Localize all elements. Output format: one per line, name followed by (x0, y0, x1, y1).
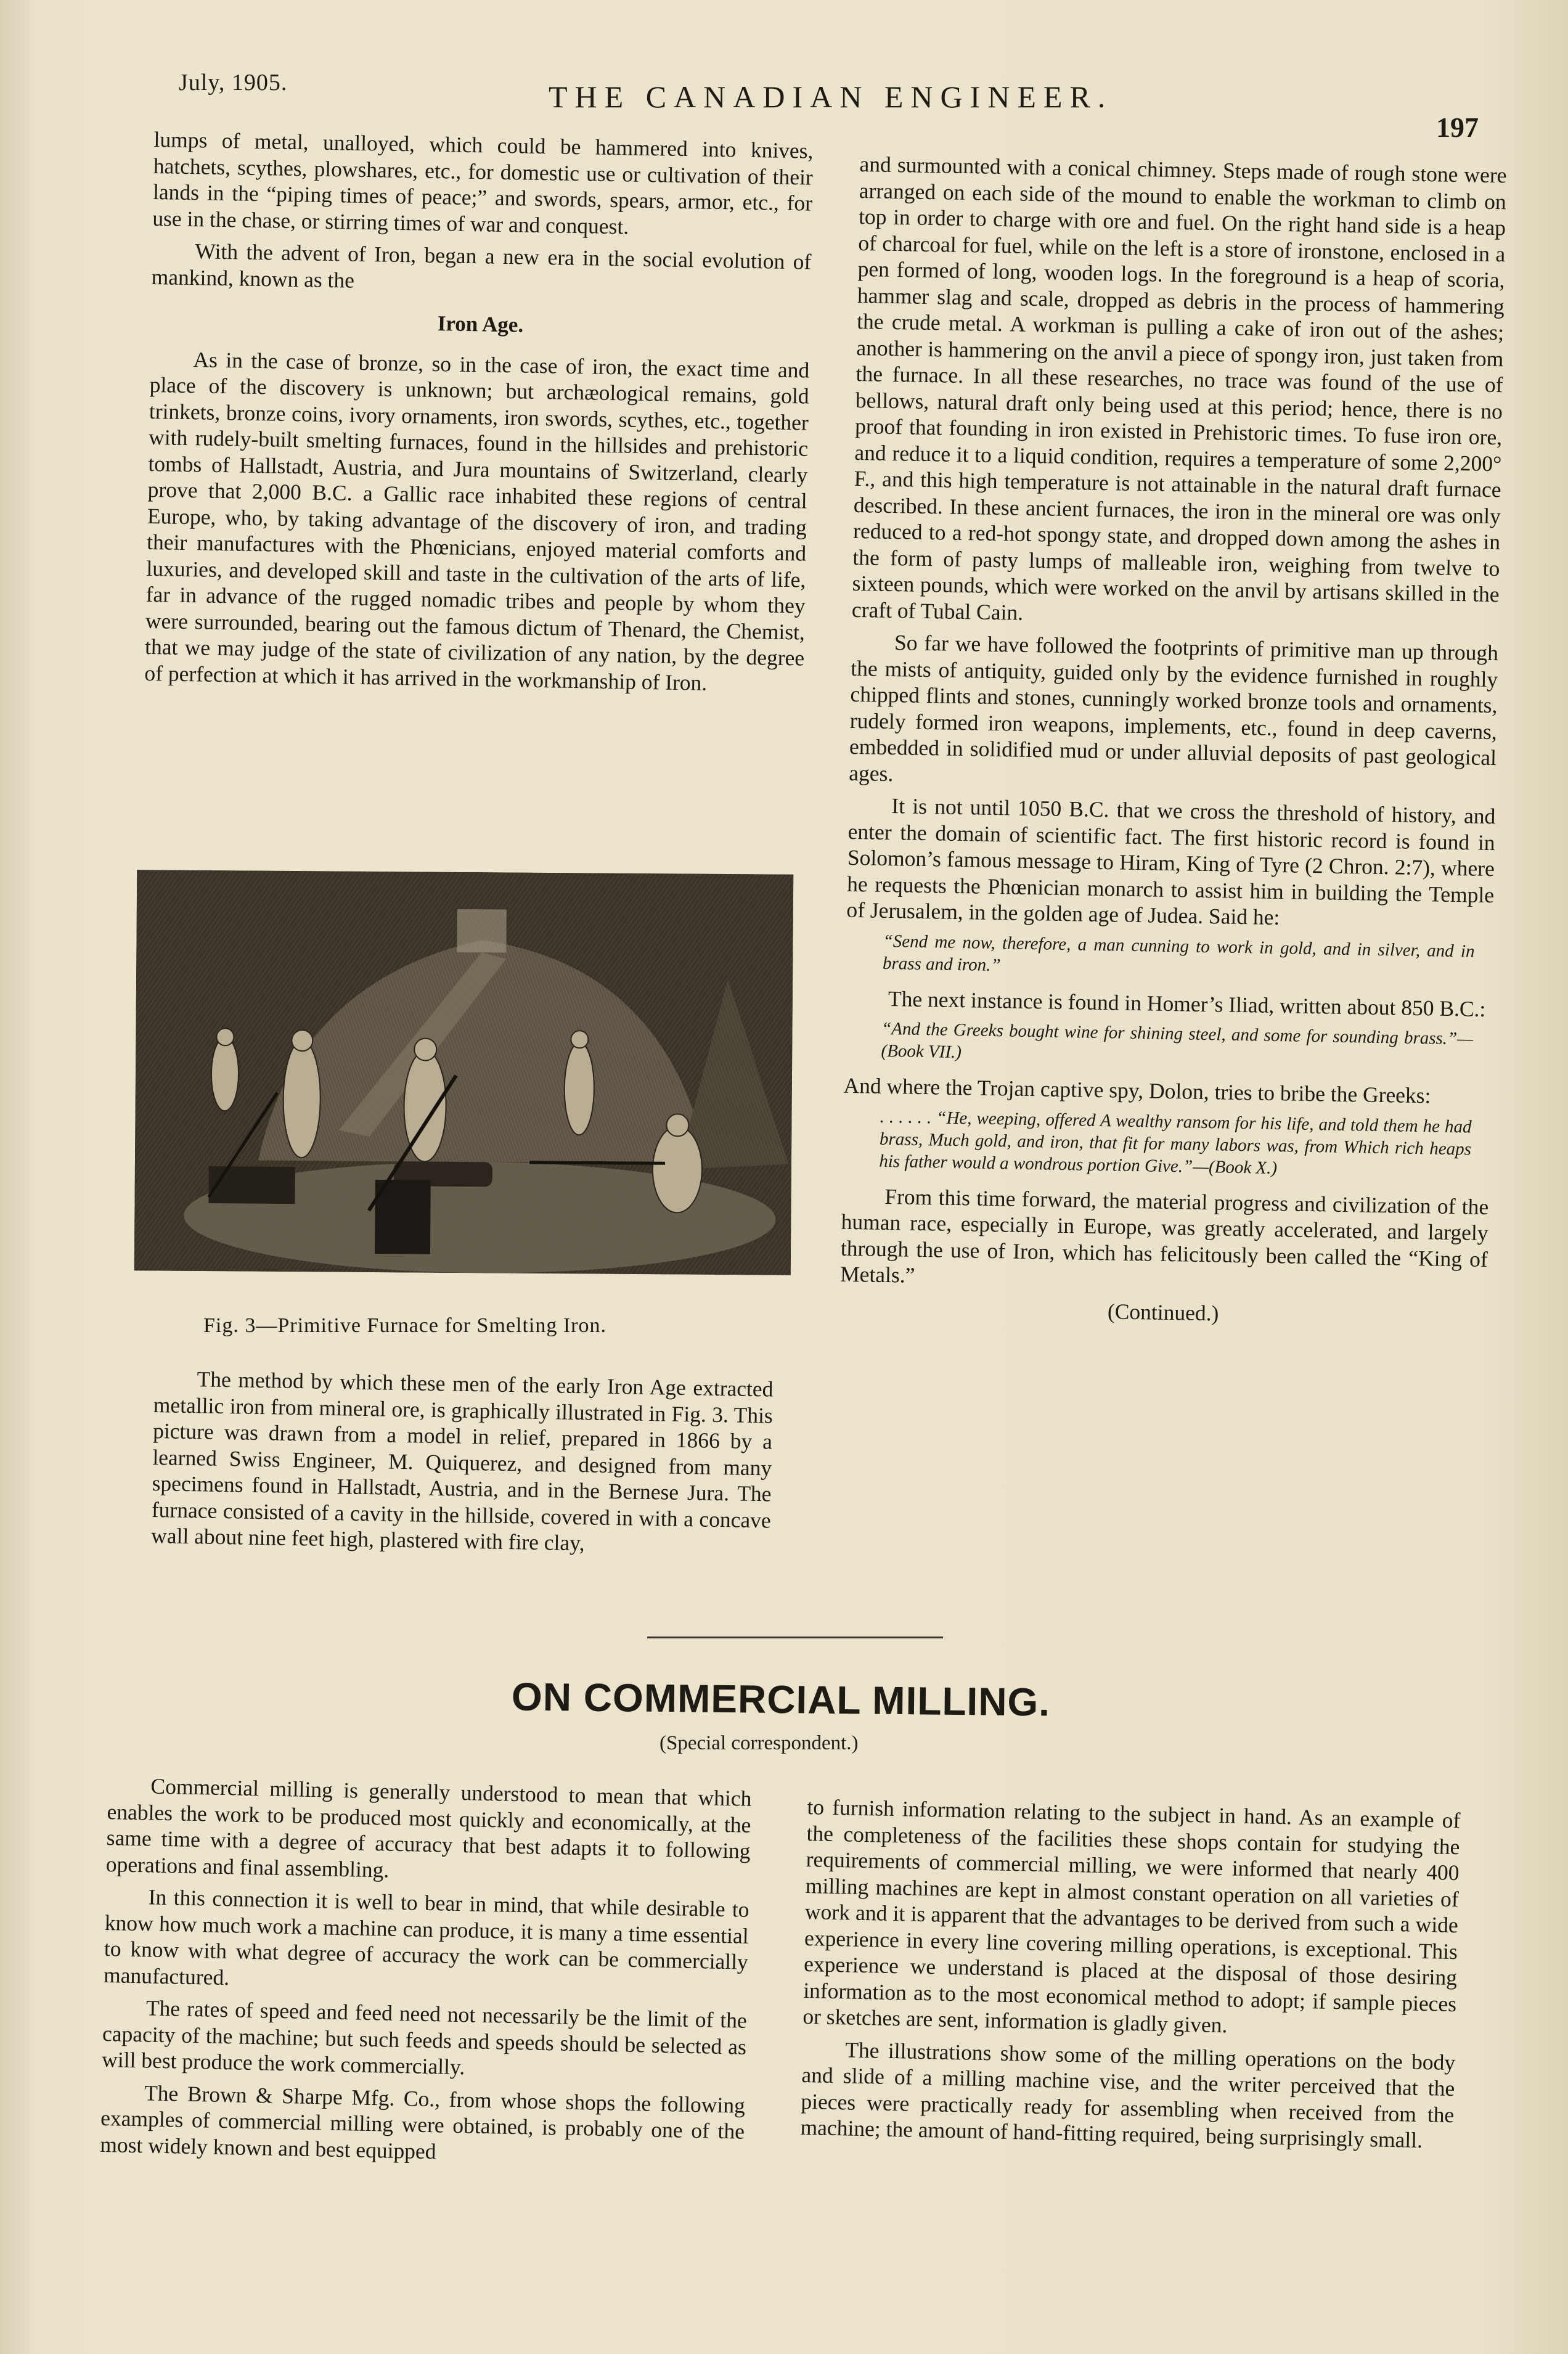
article-byline: (Special correspondent.) (659, 1732, 859, 1754)
section-divider (647, 1637, 943, 1638)
column-left-top (144, 126, 814, 704)
furnace-illustration (134, 870, 794, 1275)
paragraph: The next instance is found in Homer’s Iliad, written about 850 B.C.: (888, 986, 1486, 1021)
issue-date: July, 1905. (179, 70, 288, 96)
journal-title: THE CANADIAN ENGINEER. (549, 80, 1113, 114)
column-right (839, 151, 1507, 1331)
paragraph: to furnish information relating to the subject in hand. As an example of the completeness of the facilities these shops contain for studying the requirements of commercial milling, we were informed that nearly 400 milling machines are kept in almost constant operation on all varieties of work and it is apparent that the advantages to be derived from such a wide experience in every line covering milling operations, is exceptional. This experience we understand is placed at the disposal of those desiring information as to the most economical method to adopt; if sample pieces or sketches are sent, information is gladly given. (802, 1794, 1461, 2038)
section-heading-iron-age: Iron Age. (437, 311, 524, 337)
paragraph: The method by which these men of the early Iron Age extracted metallic iron from mineral ore, is graphically illustrated in Fig. 3. This picture was drawn from a model in relief, prepared in 1866 by a learned Swiss Engineer, M. Quiquerez, and designed from many specimens found in Hallstadt, Austria, and in the Bernese Jura. The furnace consisted of a cavity in the hillside, covered in with a concave wall about nine feet high, plastered with fire clay, (150, 1367, 774, 1556)
paragraph: In this connection it is well to bear in mind, that while desirable to know how much work a machine can produce, it is many a time essential to know with what degree of accuracy the work can be commercially manufactured. (103, 1884, 749, 1990)
paragraph: Commercial milling is generally understood to mean that which enables the work to be produced most quickly and economically, at the same time with a degree of accuracy that best adapts it to following operations and final assembling. (105, 1773, 752, 1882)
continued-note: (Continued.) (1107, 1298, 1219, 1325)
paragraph: and surmounted with a conical chimney. Steps made of rough stone were arranged on each side of the mound to enable the workman to climb on top in order to charge with ore and fuel. On the right hand side is a heap of charcoal for fuel, while on the left is a store of ironstone, enclosed in a pen formed of long, wooden logs. In the foreground is a heap of scoria, hammer slag and scale, dropped as debris in the process of hammering the crude metal. A workman is pulling a cake of iron out of the ashes; another is hammering on the anvil a piece of spongy iron, just taken from the furnace. In all these researches, no trace was found of the use of bellows, natural draft only being used at this period; hence, there is no proof that founding in iron existed in Prehistoric times. To fuse iron ore, and reduce it to a liquid condition, requires a temperature of some 2,200° F., and this high temperature is not attainable in the natural draft furnace described. In these ancient furnaces, the iron in the mineral ore was only reduced to a red-hot spongy state, and dropped down among the ashes in the form of pasty lumps of malleable iron, weighing from twelve to sixteen pounds, which were worked on the anvil by artisans skilled in the craft of Tubal Cain. (851, 151, 1507, 625)
column-left-bottom (151, 1365, 774, 1566)
figure-caption: Fig. 3—Primitive Furnace for Smelting Iron. (203, 1314, 606, 1337)
paragraph: As in the case of bronze, so in the case of iron, the exact time and place of the discovery is unknown; but archæological remains, gold trinkets, bronze coins, ivory ornaments, iron swords, scythes, etc., together with rudely-built smelting furnaces, found in the hillsides and prehistoric tombs of Hallstadt, Austria, and Jura mountains of Switzerland, clearly prove that 2,000 B.C. a Gallic race inhabited these regions of central Europe, who, by taking advantage of the discovery of iron, and trading their manufactures with the Phœnicians, enjoyed material comforts and luxuries, and developed skill and taste in the cultivation of the arts of life, far in advance of the rugged nomadic tribes and people by whom they were surrounded, bearing out the famous dictum of Thenard, the Chemist, that we may judge of the state of civilization of any nation, by the degree of perfection at which it has arrived in the workmanship of Iron. (144, 346, 810, 695)
column-milling-right (800, 1794, 1461, 2160)
quotation: . . . . . . “He, weeping, offered A wealthy ransom for his life, and told them he had brass, Much gold, and iron, that fit for many labors was, from Which rich heaps his father would a wondrous portion Give.”—(Book X.) (879, 1106, 1472, 1178)
paragraph: The Brown & Sharpe Mfg. Co., from whose shops the following examples of commercial milling were obtained, is probably one of the most widely known and best equipped (99, 2080, 746, 2164)
paragraph: It is not until 1050 B.C. that we cross the threshold of history, and enter the domain of scientific fact. The first historic record is found in Solomon’s famous message to Hiram, King of Tyre (2 Chron. 2:7), where he requests the Phœnician monarch to assist him in building the Temple of Jerusalem, in the golden age of Judea. Said he: (846, 793, 1496, 930)
paragraph: lumps of metal, unalloyed, which could be hammered into knives, hatchets, scythes, plowshares, etc., for domestic use or cultivation of their lands in the “piping times of peace;” and swords, spears, armor, etc., for use in the chase, or stirring times of war and conquest. (152, 126, 814, 239)
paragraph: With the advent of Iron, began a new era in the social evolution of mankind, known as the (151, 239, 812, 293)
paragraph: The rates of speed and feed need not necessarily be the limit of the capacity of the machine; but such feeds and speeds should be selected as will best produce the work commercially. (101, 1995, 748, 2080)
paragraph: So far we have followed the footprints of primitive man up through the mists of antiquity, guided only by the evidence furnished in roughly chipped flints and stones, cunningly worked bronze tools and ornaments, rudely formed iron weapons, implements, etc., found in deep caverns, embedded in solidified mud or under alluvial deposits of past geological ages. (849, 630, 1499, 786)
paragraph: The illustrations show some of the milling operations on the body and slide of a milling machine vise, and the writer perceived that the pieces were practically ready for assembling when received from the machine; the amount of hand-fitting required, being surprisingly small. (800, 2037, 1456, 2153)
figure-primitive-furnace-engraving (134, 870, 794, 1275)
article-title: ON COMMERCIAL MILLING. (511, 1674, 1051, 1725)
paragraph: From this time forward, the material progress and civilization of the human race, especially in Europe, was greatly accelerated, and largely through the use of Iron, which has felicitously been called the “King of Metals.” (839, 1183, 1489, 1288)
log-pen (209, 1166, 295, 1204)
paragraph: And where the Trojan captive spy, Dolon, tries to bribe the Greeks: (843, 1073, 1431, 1108)
page-number: 197 (1436, 112, 1479, 143)
quotation: “And the Greeks bought wine for shining steel, and some for sounding brass.”—(Book VII.) (881, 1018, 1474, 1063)
chimney-smoke (457, 909, 506, 953)
quotation: “Send me now, therefore, a man cunning to work in gold, and in silver, and in brass and iron.” (882, 931, 1475, 975)
column-milling-left (100, 1772, 752, 2177)
